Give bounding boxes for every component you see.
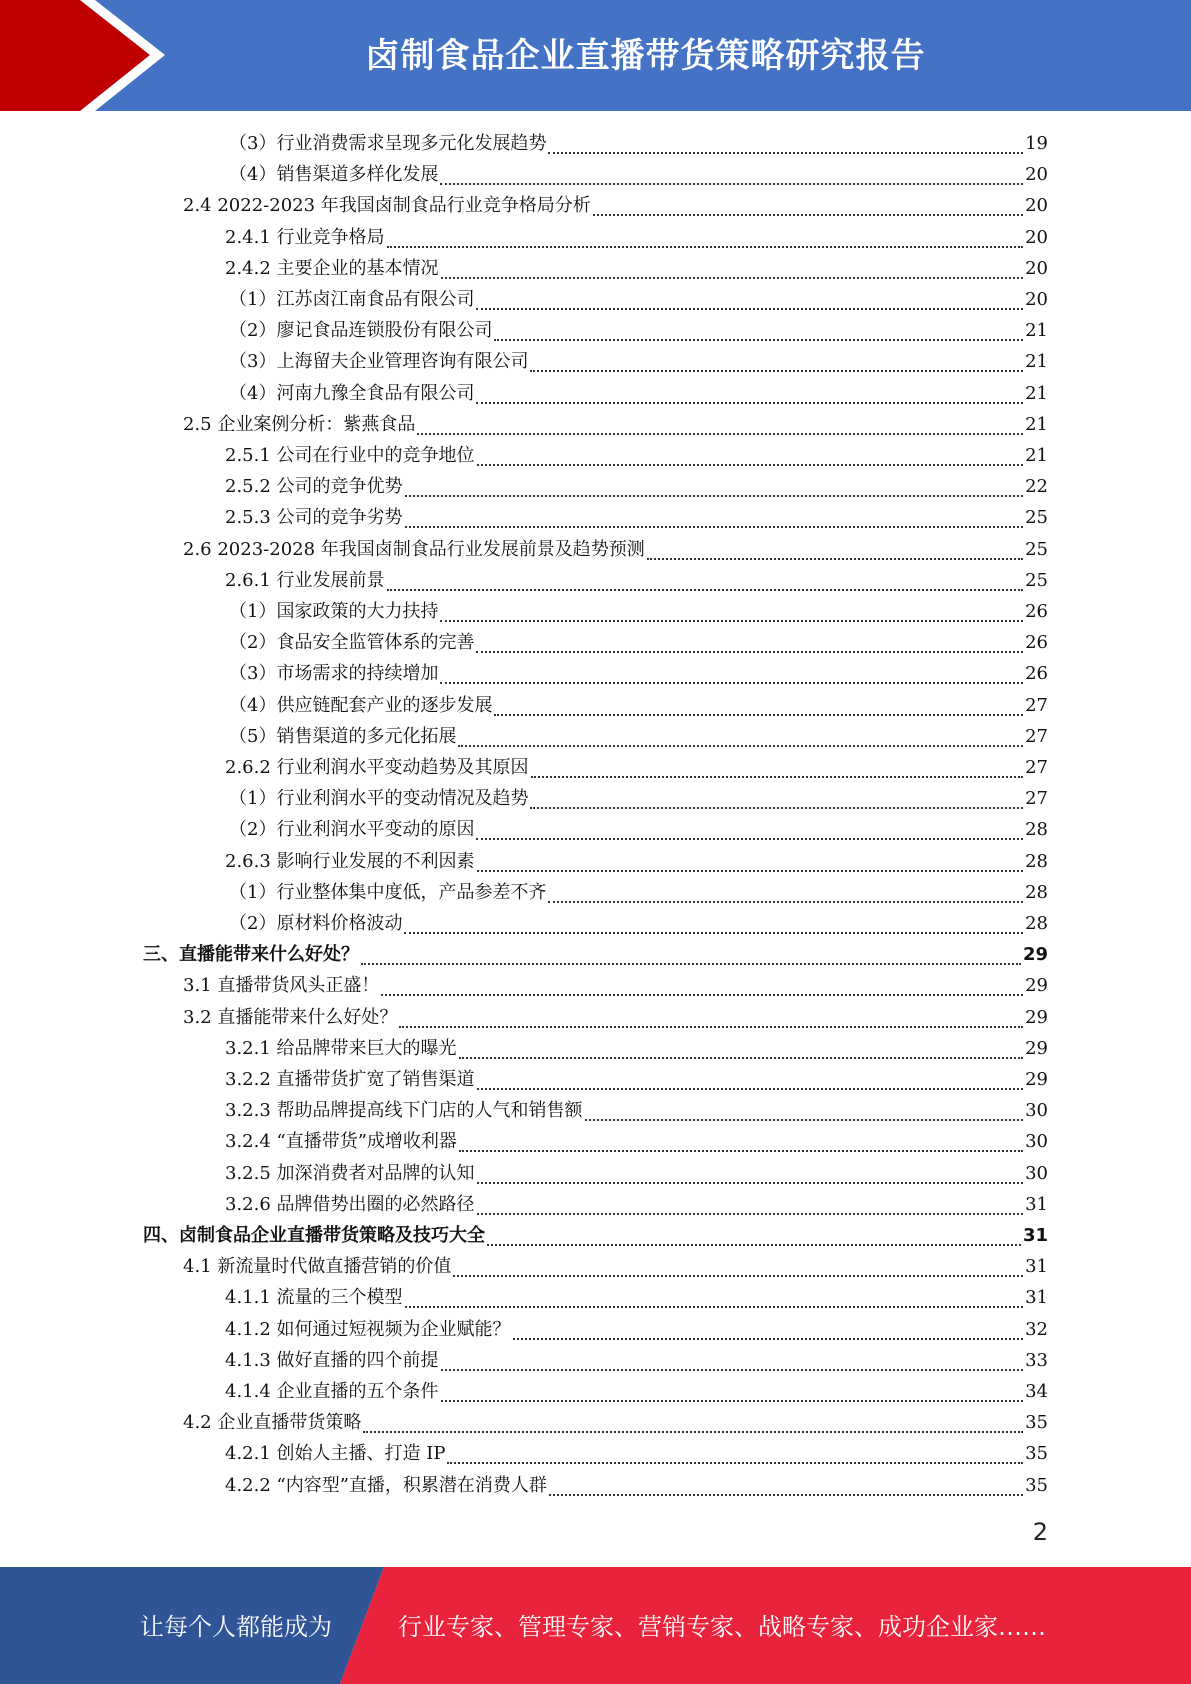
toc-entry[interactable] [225, 1376, 1048, 1407]
toc-entry[interactable] [229, 346, 1048, 377]
toc-leader-dots [441, 268, 1024, 279]
toc-entry-page: 27 [1025, 725, 1048, 747]
toc-entry-page: 29 [1022, 944, 1048, 966]
toc-leader-dots [453, 1266, 1023, 1277]
toc-leader-dots [404, 923, 1023, 934]
toc-entry-title: 2.5.2 公司的竞争优势 [225, 476, 403, 498]
toc-leader-dots [459, 1048, 1024, 1059]
toc-leader-dots [530, 361, 1023, 372]
toc-entry[interactable] [183, 409, 1048, 440]
toc-entry[interactable] [229, 783, 1048, 814]
toc-entry[interactable] [229, 627, 1048, 658]
toc-entry[interactable] [225, 1314, 1048, 1345]
toc-leader-dots [459, 1141, 1023, 1152]
toc-entry[interactable] [225, 1033, 1048, 1064]
toc-entry-page: 26 [1025, 601, 1048, 622]
toc-entry-title: 2.6.3 影响行业发展的不利因素 [225, 850, 475, 872]
toc-entry[interactable] [225, 253, 1048, 284]
toc-leader-dots [548, 892, 1023, 903]
toc-leader-dots [363, 1422, 1023, 1433]
toc-entry-title: （4）供应链配套产业的逐步发展 [229, 694, 493, 716]
toc-entry-page: 32 [1025, 1318, 1048, 1340]
toc-entry-title: （2）食品安全监管体系的完善 [229, 632, 475, 654]
toc-entry-page: 27 [1025, 694, 1048, 716]
toc-entry[interactable] [225, 1189, 1048, 1220]
toc-entry-title: 3.2.6 品牌借势出圈的必然路径 [225, 1193, 475, 1215]
toc-leader-dots [417, 424, 1023, 435]
toc-entry-page: 31 [1025, 1256, 1048, 1278]
toc-entry-title: 2.4.1 行业竞争格局 [225, 226, 385, 248]
toc-entry[interactable] [229, 721, 1048, 752]
toc-entry[interactable] [225, 1095, 1048, 1126]
toc-entry-page: 20 [1025, 289, 1048, 310]
toc-entry-page: 35 [1025, 1474, 1048, 1496]
toc-leader-dots [477, 455, 1024, 466]
toc-leader-dots [361, 954, 1021, 965]
toc-entry[interactable] [229, 159, 1048, 190]
toc-entry-page: 21 [1025, 413, 1048, 435]
toc-entry-page: 30 [1025, 1100, 1048, 1122]
toc-entry[interactable] [229, 877, 1048, 908]
toc-entry-page: 28 [1025, 819, 1048, 841]
toc-entry-title: （2）原材料价格波动 [229, 913, 403, 934]
toc-leader-dots [399, 1017, 1023, 1028]
toc-leader-dots [387, 580, 1024, 591]
toc-entry-title: 2.6.2 行业利润水平变动趋势及其原因 [225, 757, 529, 778]
toc-entry[interactable] [225, 752, 1048, 783]
toc-entry-title: （2）行业利润水平变动的原因 [229, 819, 475, 841]
toc-entry-page: 21 [1025, 351, 1048, 373]
toc-entry-title: 4.2.2 “内容型”直播，积累潜在消费人群 [225, 1474, 547, 1496]
toc-entry[interactable] [225, 471, 1048, 502]
toc-leader-dots [530, 798, 1023, 809]
toc-entry-title: 3.2.5 加深消费者对品牌的认知 [225, 1162, 475, 1184]
toc-entry-page: 21 [1025, 320, 1048, 342]
toc-entry[interactable] [225, 222, 1048, 253]
toc-leader-dots [494, 705, 1023, 716]
toc-entry[interactable] [183, 190, 1048, 221]
toc-entry[interactable] [183, 1251, 1048, 1282]
toc-entry-title: 4.1.4 企业直播的五个条件 [225, 1381, 439, 1402]
toc-entry[interactable] [229, 284, 1048, 315]
toc-leader-dots [440, 174, 1023, 185]
toc-leader-dots [647, 549, 1023, 560]
toc-entry[interactable] [225, 846, 1048, 877]
toc-leader-dots [476, 299, 1023, 310]
toc-entry-page: 29 [1025, 1006, 1048, 1028]
toc-entry[interactable] [229, 128, 1048, 159]
toc-entry-title: （1）国家政策的大力扶持 [229, 601, 439, 622]
toc-entry-page: 20 [1025, 257, 1048, 279]
toc-entry[interactable] [229, 596, 1048, 627]
toc-entry[interactable] [183, 1002, 1048, 1033]
toc-entry[interactable] [183, 534, 1048, 565]
toc-entry[interactable] [143, 1220, 1048, 1251]
toc-entry[interactable] [225, 565, 1048, 596]
toc-entry-page: 30 [1025, 1131, 1048, 1153]
toc-entry-page: 21 [1025, 382, 1048, 404]
toc-entry-page: 34 [1025, 1381, 1048, 1402]
toc-entry[interactable] [225, 1126, 1048, 1157]
toc-entry[interactable] [225, 1438, 1048, 1469]
toc-leader-dots [387, 237, 1024, 248]
toc-leader-dots [494, 330, 1023, 341]
toc-entry-title: （3）上海留夫企业管理咨询有限公司 [229, 351, 529, 373]
toc-entry-page: 22 [1025, 476, 1048, 498]
toc-leader-dots [477, 1173, 1024, 1184]
toc-leader-dots [548, 143, 1023, 154]
toc-entry[interactable] [229, 908, 1048, 939]
toc-entry-page: 29 [1025, 1069, 1048, 1090]
toc-leader-dots [381, 985, 1023, 996]
toc-entry-page: 33 [1025, 1349, 1048, 1371]
toc-entry-page: 35 [1025, 1412, 1048, 1434]
page-number: 2 [1032, 1518, 1048, 1546]
toc-entry-title: 2.4.2 主要企业的基本情况 [225, 257, 439, 279]
toc-leader-dots [531, 767, 1024, 778]
toc-leader-dots [477, 1079, 1024, 1090]
toc-entry-title: 3.2.2 直播带货扩宽了销售渠道 [225, 1069, 475, 1090]
toc-leader-dots [458, 736, 1023, 747]
toc-leader-dots [440, 611, 1023, 622]
toc-entry-page: 35 [1025, 1443, 1048, 1465]
toc-entry-title: （3）行业消费需求呈现多元化发展趋势 [229, 133, 547, 154]
toc-entry[interactable] [229, 378, 1048, 409]
toc-entry-title: （4）河南九豫全食品有限公司 [229, 382, 475, 404]
toc-entry-title: 3.2.3 帮助品牌提高线下门店的人气和销售额 [225, 1100, 583, 1122]
toc-entry-page: 28 [1025, 850, 1048, 872]
toc-entry-title: 3.2 直播能带来什么好处？ [183, 1006, 398, 1028]
toc-leader-dots [440, 673, 1023, 684]
toc-entry-page: 20 [1025, 164, 1048, 186]
toc-leader-dots [487, 1235, 1021, 1246]
toc-entry[interactable] [225, 1158, 1048, 1189]
toc-leader-dots [405, 1297, 1024, 1308]
toc-entry-page: 27 [1025, 788, 1048, 810]
toc-entry-title: （2）廖记食品连锁股份有限公司 [229, 320, 493, 342]
toc-entry[interactable] [183, 1407, 1048, 1438]
toc-entry[interactable] [225, 1470, 1048, 1501]
toc-entry-title: 4.1.3 做好直播的四个前提 [225, 1349, 439, 1371]
toc-entry-page: 29 [1025, 975, 1048, 997]
toc-entry-title: 三、直播能带来什么好处？ [143, 944, 359, 966]
toc-leader-dots [441, 1360, 1024, 1371]
toc-entry[interactable] [183, 970, 1048, 1001]
toc-entry[interactable] [225, 1064, 1048, 1095]
toc-entry-page: 19 [1025, 133, 1048, 154]
toc-entry-title: 2.5.3 公司的竞争劣势 [225, 507, 403, 529]
report-title: 卤制食品企业直播带货策略研究报告 [365, 36, 926, 76]
toc-entry-title: （1）行业整体集中度低，产品参差不齐 [229, 881, 547, 903]
toc-entry-page: 31 [1025, 1287, 1048, 1309]
toc-entry-page: 26 [1025, 663, 1048, 685]
toc-entry-page: 29 [1025, 1037, 1048, 1059]
toc-entry[interactable] [229, 814, 1048, 845]
toc-leader-dots [477, 861, 1024, 872]
toc-entry-title: 4.2.1 创始人主播、打造 IP [225, 1443, 446, 1465]
toc-entry-title: 2.6 2023-2028 年我国卤制食品行业发展前景及趋势预测 [183, 538, 645, 560]
header-arrow-decoration [0, 0, 170, 111]
toc-entry-page: 21 [1025, 445, 1048, 466]
toc-entry-title: 3.2.4 “直播带货”成增收利器 [225, 1131, 457, 1153]
toc-leader-dots [549, 1485, 1023, 1496]
toc-entry-page: 31 [1022, 1225, 1048, 1246]
toc-leader-dots [441, 1391, 1024, 1402]
toc-entry-title: （5）销售渠道的多元化拓展 [229, 725, 457, 747]
toc-entry-title: （3）市场需求的持续增加 [229, 663, 439, 685]
toc-entry-page: 26 [1025, 632, 1048, 654]
footer-slogan-right: 行业专家、管理专家、营销专家、战略专家、成功企业家…… [398, 1613, 1046, 1641]
toc-entry-title: 四、卤制食品企业直播带货策略及技巧大全 [143, 1225, 485, 1246]
toc-entry-title: 4.1.2 如何通过短视频为企业赋能？ [225, 1318, 511, 1340]
toc-leader-dots [405, 486, 1024, 497]
toc-entry-page: 30 [1025, 1162, 1048, 1184]
toc-entry-title: （1）江苏卤江南食品有限公司 [229, 289, 475, 310]
toc-entry[interactable] [225, 1282, 1048, 1313]
toc-entry-page: 28 [1025, 881, 1048, 903]
toc-leader-dots [585, 1110, 1024, 1121]
toc-entry-page: 20 [1025, 195, 1048, 217]
toc-leader-dots [447, 1453, 1023, 1464]
toc-leader-dots [476, 829, 1023, 840]
toc-entry-page: 27 [1025, 757, 1048, 778]
toc-leader-dots [513, 1329, 1024, 1340]
toc-entry-title: 2.5.1 公司在行业中的竞争地位 [225, 445, 475, 466]
toc-entry-title: 4.1 新流量时代做直播营销的价值 [183, 1256, 452, 1278]
toc-entry[interactable] [225, 502, 1048, 533]
toc-leader-dots [405, 517, 1024, 528]
toc-leader-dots [593, 205, 1023, 216]
toc-leader-dots [476, 642, 1023, 653]
footer-slogan-left: 让每个人都能成为 [140, 1613, 332, 1641]
toc-entry-title: （4）销售渠道多样化发展 [229, 164, 439, 186]
toc-entry[interactable] [143, 939, 1048, 970]
toc-entry-title: 4.1.1 流量的三个模型 [225, 1287, 403, 1309]
toc-entry-title: （1）行业利润水平的变动情况及趋势 [229, 788, 529, 810]
toc-entry[interactable] [229, 315, 1048, 346]
toc-entry-page: 25 [1025, 538, 1048, 560]
toc-entry-page: 28 [1025, 913, 1048, 934]
toc-entry[interactable] [229, 658, 1048, 689]
toc-entry[interactable] [229, 690, 1048, 721]
toc-leader-dots [477, 1204, 1024, 1215]
toc-entry-page: 25 [1025, 569, 1048, 591]
toc-entry-page: 31 [1025, 1193, 1048, 1215]
footer-band [0, 1567, 1191, 1684]
toc-leader-dots [476, 393, 1023, 404]
toc-entry[interactable] [225, 440, 1048, 471]
toc-entry-title: 3.1 直播带货风头正盛！ [183, 975, 380, 997]
toc-entry[interactable] [225, 1345, 1048, 1376]
toc-entry-title: 2.5 企业案例分析：紫燕食品 [183, 413, 416, 435]
toc-entry-title: 3.2.1 给品牌带来巨大的曝光 [225, 1037, 457, 1059]
toc-entry-title: 2.6.1 行业发展前景 [225, 569, 385, 591]
toc-entry-title: 2.4 2022-2023 年我国卤制食品行业竞争格局分析 [183, 195, 591, 217]
header-band [0, 0, 1191, 111]
toc-entry-page: 20 [1025, 226, 1048, 248]
toc-entry-title: 4.2 企业直播带货策略 [183, 1412, 362, 1434]
toc-entry-page: 25 [1025, 507, 1048, 529]
